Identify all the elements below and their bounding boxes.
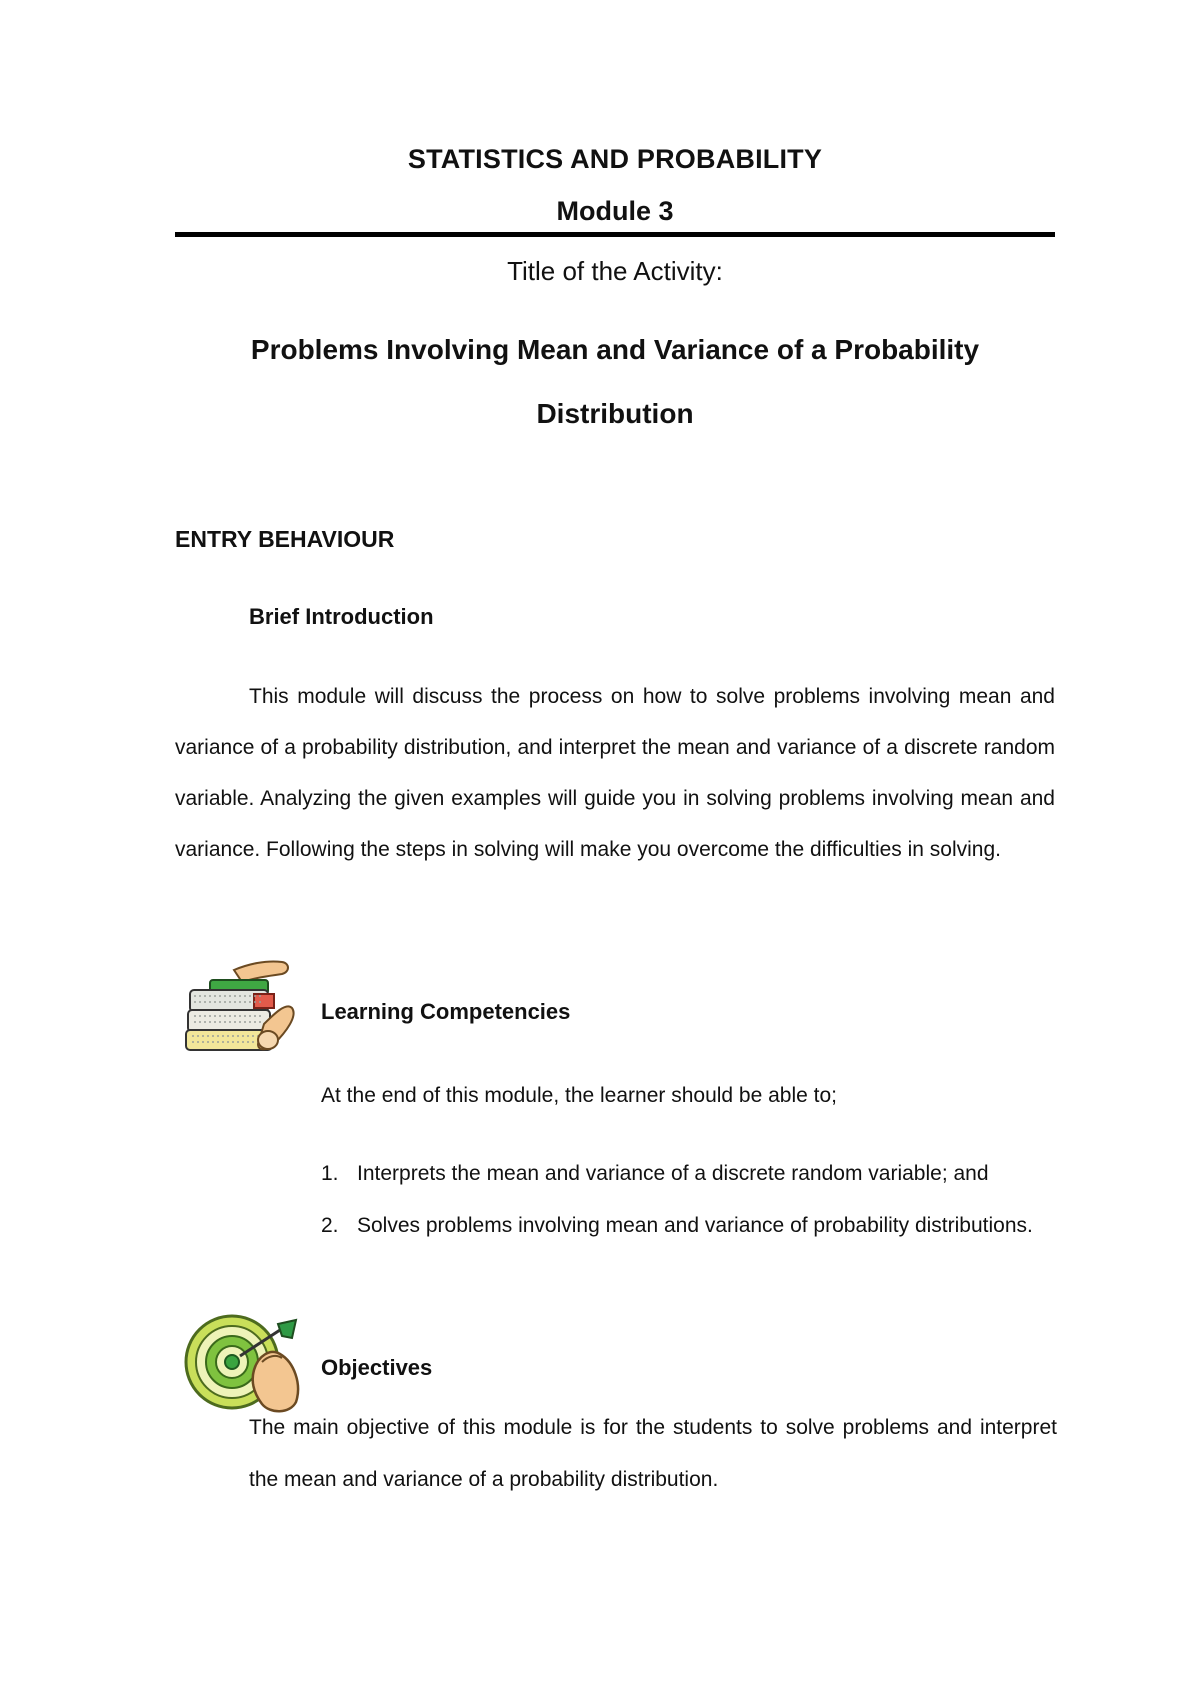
list-item-text: Solves problems involving mean and variance of probability distributions.: [357, 1214, 1033, 1237]
brief-introduction-heading: Brief Introduction: [249, 604, 434, 629]
header-divider: [175, 232, 1055, 237]
activity-title-line-1: Problems Involving Mean and Variance of a Probability: [250, 334, 980, 365]
activity-title-line-2: Distribution: [536, 398, 694, 429]
list-item: [321, 1200, 1061, 1252]
subject-title: STATISTICS AND PROBABILITY: [407, 144, 823, 174]
competencies-lead-text: At the end of this module, the learner should be able to;: [321, 1084, 838, 1107]
objectives-heading: Objectives: [321, 1355, 433, 1380]
introduction-paragraph: This module will discuss the process on how to solve problems involving mean and variance of a probability distribution, and interpret the mean and variance of a discrete random variable. Analyzing the given examples will guide you in solving problems involving mean and variance. Following the steps in solving will make you overcome the difficulties in solving.: [175, 685, 1055, 861]
module-number: Module 3: [556, 196, 674, 226]
books-stack-icon: [182, 960, 300, 1064]
list-item-text: Interprets the mean and variance of a discrete random variable; and: [357, 1162, 989, 1185]
list-item-number: 1.: [321, 1162, 339, 1185]
learning-competencies-heading: Learning Competencies: [321, 999, 571, 1024]
activity-label: Title of the Activity:: [507, 256, 723, 286]
objectives-text: The main objective of this module is for the students to solve problems and interpret the mean and variance of a probability distribution.: [249, 1416, 1057, 1491]
list-item: [321, 1148, 1061, 1200]
activity-title: [175, 318, 1055, 446]
entry-behaviour-heading: ENTRY BEHAVIOUR: [175, 526, 395, 552]
list-item-number: 2.: [321, 1214, 339, 1237]
competencies-list: [321, 1148, 1061, 1252]
